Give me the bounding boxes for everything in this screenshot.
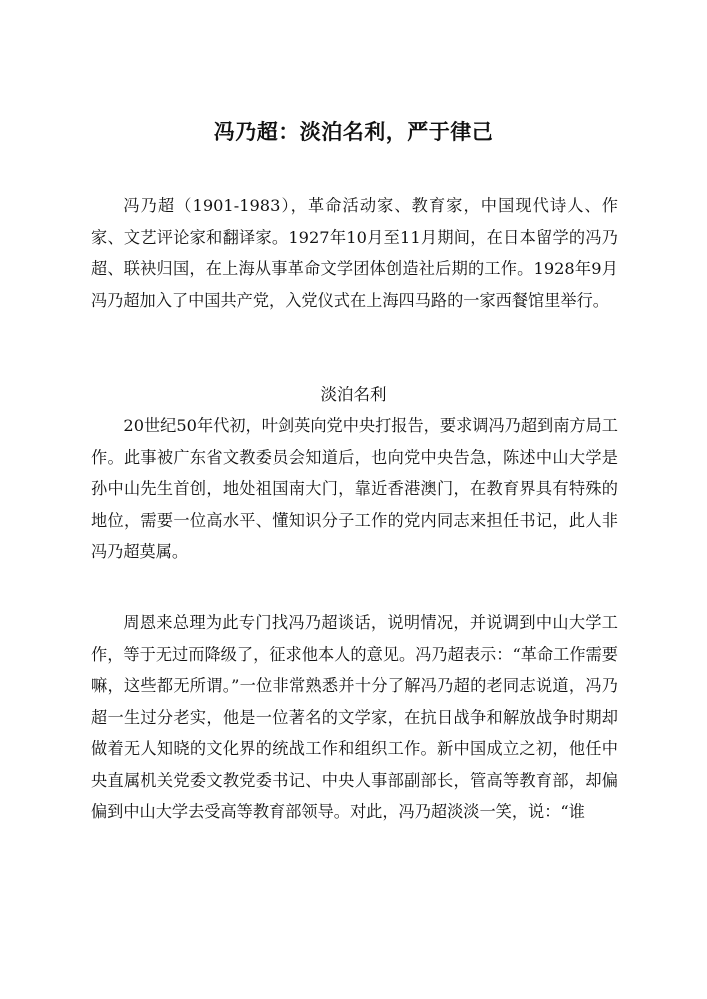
- intro-paragraph: 冯乃超（1901-1983），革命活动家、教育家，中国现代诗人、作家、文艺评论家和翻译家。1927年10月至11月期间，在日本留学的冯乃超、联袂归国，在上海从事革命文学团体创造社后期的工作。1928年9月冯乃超加入了中国共产党，入党仪式在上海四马路的一家西餐馆里举行。: [91, 196, 618, 310]
- body-paragraph-2: 20世纪50年代初，叶剑英向党中央打报告，要求调冯乃超到南方局工作。此事被广东省文教委员会知道后，也向党中央告急，陈述中山大学是孙中山先生首创，地处祖国南大门，靠近香港澳门，在教育界具有特殊的地位，需要一位高水平、懂知识分子工作的党内同志来担任书记，此人非冯乃超莫属。: [91, 416, 618, 561]
- section-heading: 淡泊名利: [320, 385, 387, 404]
- body-paragraph-3: 周恩来总理为此专门找冯乃超谈话，说明情况，并说调到中山大学工作，等于无过而降级了，征求他本人的意见。冯乃超表示：“革命工作需要嘛，这些都无所谓。”一位非常熟悉并十分了解冯乃超的老同志说道，冯乃超一生过分老实，他是一位著名的文学家，在抗日战争和解放战争时期却做着无人知晓的文化界的统战工作和组织工作。新中国成立之初，他任中央直属机关党委文教党委书记、中央人事部副部长，管高等教育部，却偏偏到中山大学去受高等教育部领导。对此，冯乃超淡淡一笑，说：“谁: [91, 613, 618, 821]
- page-title: 冯乃超：淡泊名利，严于律己: [213, 119, 494, 144]
